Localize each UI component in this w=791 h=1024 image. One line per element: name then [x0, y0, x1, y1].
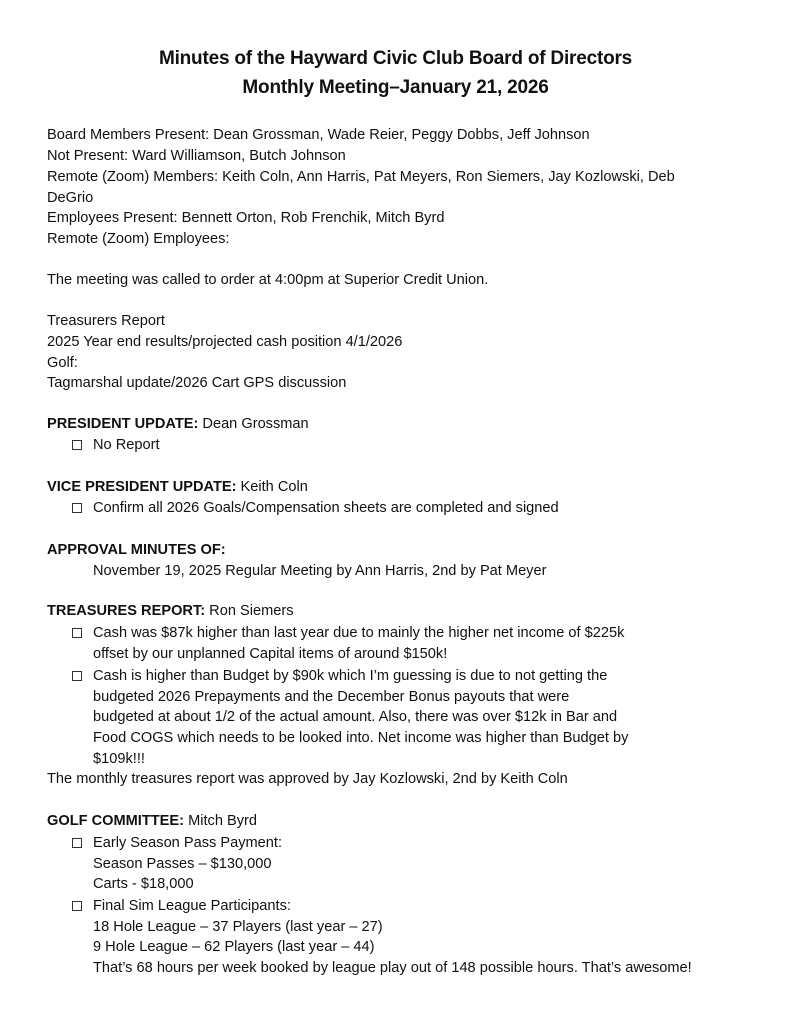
vp-item: Confirm all 2026 Goals/Compensation sheets are completed and signed — [93, 500, 559, 516]
treasures-approval: The monthly treasures report was approved by Jay Kozlowski, 2nd by Keith Coln — [47, 771, 568, 787]
checkbox-icon — [72, 838, 82, 848]
treasures-item1-line: Cash was $87k higher than last year due to mainly the higher net income of $225k — [93, 625, 625, 641]
approval-text: November 19, 2025 Regular Meeting by Ann Harris, 2nd by Pat Meyer — [93, 563, 547, 579]
golf-section-heading — [47, 811, 257, 831]
agenda-item: Golf: — [47, 355, 78, 371]
checkbox-icon — [72, 440, 82, 450]
treasures-section-heading — [47, 601, 294, 621]
treasures-item2-line: $109k!!! — [93, 751, 145, 767]
treasures-name: Ron Siemers — [205, 603, 294, 619]
board-present: Board Members Present: Dean Grossman, Wade Reier, Peggy Dobbs, Jeff Johnson — [47, 127, 590, 143]
vp-section-heading — [47, 477, 308, 497]
golf-item1-line: Season Passes – $130,000 — [93, 856, 272, 872]
golf-item2-line: 18 Hole League – 37 Players (last year – 27) — [93, 919, 383, 935]
remote-members-line1: Remote (Zoom) Members: Keith Coln, Ann Harris, Pat Meyers, Ron Siemers, Jay Kozlowski, Deb — [47, 169, 675, 185]
call-to-order: The meeting was called to order at 4:00pm at Superior Credit Union. — [47, 272, 489, 288]
golf-heading: GOLF COMMITTEE: — [47, 813, 185, 829]
treasures-item2-line: budgeted 2026 Prepayments and the December Bonus payouts that were — [93, 689, 570, 705]
golf-name: Mitch Byrd — [184, 813, 257, 829]
employees-present: Employees Present: Bennett Orton, Rob Frenchik, Mitch Byrd — [47, 210, 445, 226]
remote-employees: Remote (Zoom) Employees: — [47, 231, 230, 247]
treasures-item2-line: Food COGS which needs to be looked into. Net income was higher than Budget by — [93, 730, 629, 746]
president-section-heading — [47, 414, 309, 434]
not-present: Not Present: Ward Williamson, Butch Johnson — [47, 148, 346, 164]
vp-heading: VICE PRESIDENT UPDATE: — [47, 479, 237, 495]
golf-item2-line: Final Sim League Participants: — [93, 898, 291, 914]
checkbox-icon — [72, 671, 82, 681]
president-name: Dean Grossman — [198, 416, 309, 432]
golf-item1-line: Early Season Pass Payment: — [93, 835, 282, 851]
checkbox-icon — [72, 628, 82, 638]
president-heading: PRESIDENT UPDATE: — [47, 416, 199, 432]
treasures-item1-line: offset by our unplanned Capital items of around $150k! — [93, 646, 448, 662]
vp-name: Keith Coln — [236, 479, 308, 495]
treasures-item2-line: budgeted at about 1/2 of the actual amount. Also, there was over $12k in Bar and — [93, 709, 618, 725]
document-subtitle: Monthly Meeting–January 21, 2026 — [242, 77, 549, 98]
remote-members-line2: DeGrio — [47, 190, 94, 206]
agenda-item: 2025 Year end results/projected cash position 4/1/2026 — [47, 334, 403, 350]
golf-item2-line: 9 Hole League – 62 Players (last year – 44) — [93, 939, 375, 955]
golf-item1-line: Carts - $18,000 — [93, 876, 194, 892]
agenda-item: Tagmarshal update/2026 Cart GPS discussion — [47, 375, 347, 391]
golf-item2-line: That’s 68 hours per week booked by league play out of 148 possible hours. That’s awesome! — [93, 960, 692, 976]
approval-heading: APPROVAL MINUTES OF: — [47, 542, 226, 558]
treasures-item2-line: Cash is higher than Budget by $90k which I’m guessing is due to not getting the — [93, 668, 608, 684]
checkbox-icon — [72, 901, 82, 911]
document-title: Minutes of the Hayward Civic Club Board of Directors — [158, 48, 633, 69]
agenda-item: Treasurers Report — [47, 313, 165, 329]
president-item: No Report — [93, 437, 160, 453]
treasures-heading: TREASURES REPORT: — [47, 603, 206, 619]
checkbox-icon — [72, 503, 82, 513]
